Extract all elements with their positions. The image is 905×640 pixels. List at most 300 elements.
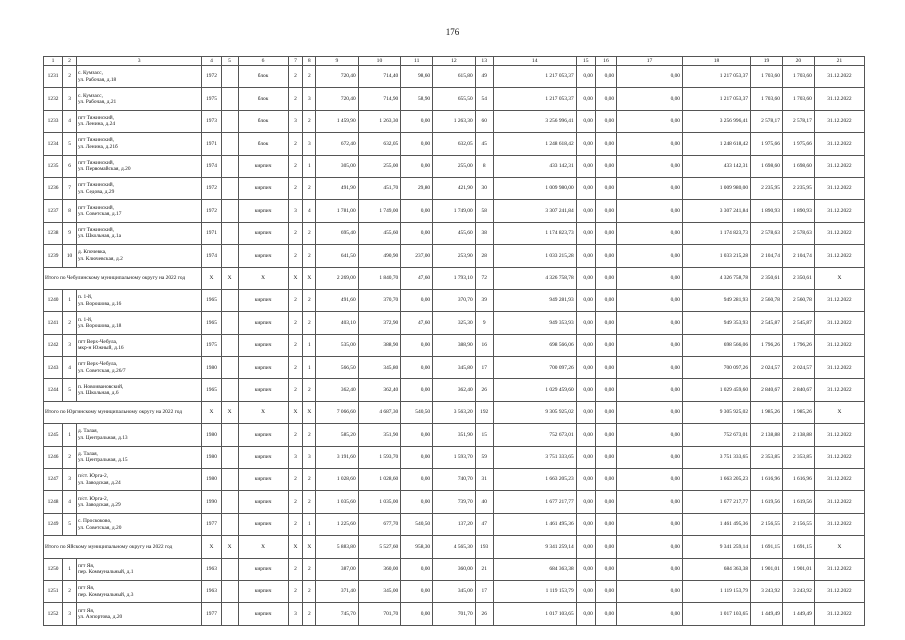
table-cell: 1 691,15 [782, 536, 814, 558]
table-cell: 3 [303, 88, 316, 110]
table-cell: 1 975,66 [751, 133, 783, 155]
table-cell: 2 [303, 580, 316, 602]
table-row [44, 603, 865, 625]
table-cell: 387,00 [316, 558, 359, 580]
table-cell: кирпич [238, 446, 288, 468]
table-cell: 1237 [44, 200, 63, 222]
table-cell: 3 751 333,65 [683, 446, 751, 468]
table-cell: 1977 [202, 603, 221, 625]
table-cell: 2 [63, 312, 77, 334]
table-cell: 720,40 [316, 66, 359, 88]
table-cell: 16 [475, 334, 493, 356]
table-cell: 1 698,60 [751, 155, 783, 177]
table-cell: 0,00 [576, 200, 595, 222]
table-cell: 6 [63, 155, 77, 177]
table-cell [221, 424, 238, 446]
table-cell: 1 901,01 [782, 558, 814, 580]
table-cell: 0,00 [401, 491, 433, 513]
table-cell: 371,40 [316, 580, 359, 602]
table-row [44, 469, 865, 491]
table-cell: 0,00 [401, 469, 433, 491]
table-cell: 2 353,85 [751, 446, 783, 468]
table-cell: 3 243,92 [782, 580, 814, 602]
table-cell [221, 312, 238, 334]
table-cell: 31.12.2022 [814, 110, 864, 132]
table-cell: 2 [303, 558, 316, 580]
table-cell: 0,00 [576, 379, 595, 401]
table-cell: 0,00 [576, 267, 595, 289]
table-cell: 2 560,78 [751, 289, 783, 311]
table-cell: 1 677 217,77 [493, 491, 576, 513]
table-cell: 21 [475, 558, 493, 580]
table-cell: 5 [63, 513, 77, 535]
table-cell: 0,00 [595, 66, 616, 88]
table-cell: 15 [475, 424, 493, 446]
table-cell: 2 024,57 [782, 357, 814, 379]
table-cell: 540,50 [401, 401, 433, 423]
table-cell: 31.12.2022 [814, 469, 864, 491]
table-cell: 0,00 [401, 133, 433, 155]
table-cell: 2 [303, 110, 316, 132]
table-cell: 5 527,60 [358, 536, 401, 558]
table-cell: 2 [288, 469, 303, 491]
table-cell: 351,90 [433, 424, 476, 446]
table-cell: 0,00 [595, 334, 616, 356]
table-cell: 31.12.2022 [814, 513, 864, 535]
table-cell: 949 281,93 [493, 289, 576, 311]
table-cell: 0,00 [617, 401, 683, 423]
table-cell: 1246 [44, 446, 63, 468]
table-cell: кирпич [238, 424, 288, 446]
table-cell: 0,00 [401, 603, 433, 625]
table-cell: блок [238, 110, 288, 132]
table-cell: 752 673,01 [683, 424, 751, 446]
table-cell: 1 796,26 [751, 334, 783, 356]
table-cell: 39 [475, 289, 493, 311]
table-row [44, 334, 865, 356]
table-cell [221, 88, 238, 110]
table-cell [221, 133, 238, 155]
table-cell: пгт Верх-Чебула, мкр-н Южный, д.16 [76, 334, 201, 356]
table-cell: 0,00 [595, 133, 616, 155]
subtotal-label: Итого по Юргинскому муниципальному округу на 2022 год [44, 401, 202, 423]
table-cell: 362,40 [358, 379, 401, 401]
table-cell: 421,90 [433, 177, 476, 199]
table-cell: 455,60 [358, 222, 401, 244]
table-cell: 2 104,74 [782, 245, 814, 267]
table-cell: 17 [475, 357, 493, 379]
table-cell: 2 350,61 [751, 267, 783, 289]
table-cell [221, 245, 238, 267]
table-cell: 3 563,20 [433, 401, 476, 423]
table-cell: 2 [303, 491, 316, 513]
table-cell: 1251 [44, 580, 63, 602]
table-cell: 2 104,74 [751, 245, 783, 267]
table-cell: 2 269,00 [316, 267, 359, 289]
table-cell: 2 [288, 177, 303, 199]
table-cell: 40 [475, 491, 493, 513]
table-cell: 433 142,31 [493, 155, 576, 177]
table-cell [221, 200, 238, 222]
table-cell: 2 350,61 [782, 267, 814, 289]
table-row [44, 312, 865, 334]
table-cell: 2 [288, 491, 303, 513]
table-cell: 2 138,88 [751, 424, 783, 446]
table-cell: 1 975,66 [782, 133, 814, 155]
table-cell: 1 263,30 [433, 110, 476, 132]
table-cell: 1 217 053,37 [683, 66, 751, 88]
table-cell: 31.12.2022 [814, 222, 864, 244]
table-cell: 1975 [202, 88, 221, 110]
table-row [44, 379, 865, 401]
table-cell: кирпич [238, 312, 288, 334]
table-cell: 0,00 [576, 155, 595, 177]
subtotal-label: Итого по Чебулинскому муниципальному округу на 2022 год [44, 267, 202, 289]
table-cell: 362,40 [433, 379, 476, 401]
table-cell: 1972 [202, 66, 221, 88]
table-cell: 2 [303, 289, 316, 311]
column-number-row [44, 57, 865, 66]
table-cell: 1 593,70 [433, 446, 476, 468]
table-cell: 1 749,00 [358, 200, 401, 222]
table-row [44, 177, 865, 199]
table-cell: 1 217 053,37 [683, 88, 751, 110]
table-cell: 29,80 [401, 177, 433, 199]
table-cell: 2 [303, 177, 316, 199]
table-cell: 677,70 [358, 513, 401, 535]
table-cell: 0,00 [576, 424, 595, 446]
table-cell: с. Проскоково, ул. Советская, д.20 [76, 513, 201, 535]
table-cell: 4 326 758,78 [683, 267, 751, 289]
table-cell: 698 566,06 [493, 334, 576, 356]
table-cell: 137,20 [433, 513, 476, 535]
table-cell: 0,00 [576, 110, 595, 132]
table-cell: 2 [303, 66, 316, 88]
table-cell: 345,00 [358, 580, 401, 602]
table-cell: 5 883,80 [316, 536, 359, 558]
table-cell: 566,50 [316, 357, 359, 379]
table-cell: 2 [288, 222, 303, 244]
table-cell: 1232 [44, 88, 63, 110]
table-cell: 0,00 [595, 379, 616, 401]
table-cell: 60 [475, 110, 493, 132]
table-cell: 2 578,17 [782, 110, 814, 132]
table-cell: кирпич [238, 222, 288, 244]
subtotal-row [44, 267, 865, 289]
table-cell: 949 281,93 [683, 289, 751, 311]
table-cell: 0,00 [617, 155, 683, 177]
table-cell: 2 [288, 424, 303, 446]
table-cell: 31.12.2022 [814, 66, 864, 88]
table-cell: 31.12.2022 [814, 603, 864, 625]
table-cell: 2 840,67 [751, 379, 783, 401]
table-cell: 1 616,96 [782, 469, 814, 491]
table-row [44, 110, 865, 132]
table-cell: 5 [63, 379, 77, 401]
table-cell [221, 580, 238, 602]
table-cell: 253,90 [433, 245, 476, 267]
table-cell: 1248 [44, 491, 63, 513]
column-number-17: 17 [617, 57, 683, 66]
table-cell: 1 691,15 [751, 536, 783, 558]
column-number-20: 20 [782, 57, 814, 66]
table-cell: 1249 [44, 513, 63, 535]
table-cell: 0,00 [617, 110, 683, 132]
table-cell: 305,00 [316, 155, 359, 177]
table-cell: 1 174 823,73 [683, 222, 751, 244]
table-cell: 2 [288, 289, 303, 311]
page-number: 176 [445, 27, 460, 37]
table-cell: 0,00 [595, 536, 616, 558]
table-cell: 1 217 053,37 [493, 66, 576, 88]
table-cell: 9 [475, 312, 493, 334]
table-cell: 1252 [44, 603, 63, 625]
table-cell: кирпич [238, 580, 288, 602]
table-cell: 0,00 [617, 513, 683, 535]
table-cell: 695,40 [316, 222, 359, 244]
table-cell: 1241 [44, 312, 63, 334]
table-cell: 0,00 [617, 312, 683, 334]
table-cell: 0,00 [576, 177, 595, 199]
table-cell: 0,00 [595, 222, 616, 244]
table-cell: 7 066,60 [316, 401, 359, 423]
table-cell: 1 [303, 357, 316, 379]
table-cell: кирпич [238, 513, 288, 535]
table-cell [221, 289, 238, 311]
table-cell: 1 029 459,60 [683, 379, 751, 401]
table-cell: 0,00 [617, 289, 683, 311]
table-cell: 31 [475, 469, 493, 491]
table-cell: п/ст. Юрга-2, ул. Заводская, д.24 [76, 469, 201, 491]
table-cell: д. Талая, ул. Центральная, д.15 [76, 446, 201, 468]
table-cell: 1 840,70 [358, 267, 401, 289]
table-cell: X [288, 267, 303, 289]
table-cell: 0,00 [595, 110, 616, 132]
table-cell: 1 698,60 [782, 155, 814, 177]
table-cell: 433 142,31 [683, 155, 751, 177]
table-cell: п. Новоивановский, ул. Школьная, д.6 [76, 379, 201, 401]
table-cell: с. Кумзасс, ул. Рабочая, д.18 [76, 66, 201, 88]
table-cell: 1965 [202, 379, 221, 401]
table-cell: 31.12.2022 [814, 379, 864, 401]
table-cell [221, 222, 238, 244]
table-cell: 1236 [44, 177, 63, 199]
table-row [44, 200, 865, 222]
table-cell: 1 890,93 [782, 200, 814, 222]
table-cell: 31.12.2022 [814, 334, 864, 356]
table-cell: 3 [288, 446, 303, 468]
table-cell: 0,00 [576, 401, 595, 423]
table-cell: 1 663 205,23 [683, 469, 751, 491]
table-cell: 58 [475, 200, 493, 222]
table-cell: 720,40 [316, 88, 359, 110]
column-number-13: 13 [475, 57, 493, 66]
column-number-16: 16 [595, 57, 616, 66]
table-cell: 615,80 [433, 66, 476, 88]
table-cell: пгт Тяжинский, ул. Советская, д.17 [76, 200, 201, 222]
table-cell: X [303, 401, 316, 423]
table-cell: 0,00 [595, 513, 616, 535]
table-cell: 0,00 [617, 446, 683, 468]
table-cell: 1980 [202, 424, 221, 446]
table-cell: 0,00 [617, 267, 683, 289]
table-row [44, 580, 865, 602]
table-cell: 370,70 [433, 289, 476, 311]
table-cell: 2 [303, 379, 316, 401]
table-cell: блок [238, 133, 288, 155]
table-cell: 1 017 103,65 [493, 603, 576, 625]
table-cell: 0,00 [617, 133, 683, 155]
column-number-18: 18 [683, 57, 751, 66]
table-cell: 0,00 [595, 289, 616, 311]
table-cell: 1 248 618,42 [493, 133, 576, 155]
table-cell: 31.12.2022 [814, 558, 864, 580]
table-cell [221, 155, 238, 177]
column-number-5: 5 [221, 57, 238, 66]
table-cell: 0,00 [401, 580, 433, 602]
table-cell: 949 353,93 [493, 312, 576, 334]
table-cell: X [202, 401, 221, 423]
table-cell: 0,00 [595, 312, 616, 334]
table-cell: 2 840,67 [782, 379, 814, 401]
table-cell [221, 66, 238, 88]
table-cell: 362,40 [316, 379, 359, 401]
table-row [44, 88, 865, 110]
table-cell: 26 [475, 379, 493, 401]
table-cell: 1 619,56 [751, 491, 783, 513]
table-cell: 1 009 980,00 [683, 177, 751, 199]
table-cell: 1965 [202, 312, 221, 334]
table-cell: 1 985,26 [782, 401, 814, 423]
table-cell: X [202, 536, 221, 558]
table-cell: 2 [303, 469, 316, 491]
table-cell: 31.12.2022 [814, 155, 864, 177]
table-cell: 38 [475, 222, 493, 244]
table-cell: X [288, 536, 303, 558]
table-cell: д. Талая, ул. Центральная, д.13 [76, 424, 201, 446]
table-cell: 9 341 259,14 [493, 536, 576, 558]
table-row [44, 222, 865, 244]
table-cell: кирпич [238, 469, 288, 491]
table-cell: 1975 [202, 334, 221, 356]
table-cell: 0,00 [617, 580, 683, 602]
table-cell: X [288, 401, 303, 423]
table-cell: 2 578,17 [751, 110, 783, 132]
column-number-3: 3 [76, 57, 201, 66]
table-cell: 0,00 [595, 491, 616, 513]
table-cell: 388,90 [358, 334, 401, 356]
table-cell: 360,00 [358, 558, 401, 580]
table-cell: 372,90 [358, 312, 401, 334]
table-cell: 4 [63, 110, 77, 132]
table-cell: 28 [475, 245, 493, 267]
table-cell: 2 545,87 [751, 312, 783, 334]
column-number-21: 21 [814, 57, 864, 66]
table-cell: 2 235,95 [751, 177, 783, 199]
table-cell: 701,70 [358, 603, 401, 625]
table-cell: 3 256 996,41 [683, 110, 751, 132]
table-cell: 72 [475, 267, 493, 289]
table-cell: X [303, 267, 316, 289]
table-cell: 1974 [202, 155, 221, 177]
table-cell: 1 [63, 558, 77, 580]
table-cell: 700 097,26 [683, 357, 751, 379]
table-cell: п/ст. Юрга-2, ул. Заводская, д.29 [76, 491, 201, 513]
table-cell: 9 305 925,02 [493, 401, 576, 423]
table-cell: 0,00 [401, 289, 433, 311]
table-cell: кирпич [238, 289, 288, 311]
table-cell: 1 035,00 [358, 491, 401, 513]
table-row [44, 513, 865, 535]
table-cell: 2 [303, 603, 316, 625]
table-cell: 2 [288, 379, 303, 401]
table-cell: кирпич [238, 558, 288, 580]
table-cell: 1 028,60 [316, 469, 359, 491]
table-cell: 5 [63, 133, 77, 155]
table-cell: 193 [475, 536, 493, 558]
table-cell: 491,60 [316, 289, 359, 311]
table-cell: 54 [475, 88, 493, 110]
table-cell: 2 578,63 [751, 222, 783, 244]
table-cell: 1233 [44, 110, 63, 132]
table-cell [221, 558, 238, 580]
table-cell: 345,00 [433, 580, 476, 602]
table-cell: 1243 [44, 357, 63, 379]
table-cell: 345,80 [433, 357, 476, 379]
table-cell [221, 379, 238, 401]
table-cell: 3 [63, 334, 77, 356]
table-cell: 0,00 [617, 177, 683, 199]
table-cell: 98,60 [401, 66, 433, 88]
table-cell: 4 326 758,78 [493, 267, 576, 289]
table-cell: 2 [288, 513, 303, 535]
table-cell: 1 029 459,60 [493, 379, 576, 401]
table-cell: X [221, 536, 238, 558]
table-cell: 1244 [44, 379, 63, 401]
table-cell: 0,00 [401, 222, 433, 244]
table-cell: X [221, 401, 238, 423]
table-cell: кирпич [238, 334, 288, 356]
table-cell: 2 545,87 [782, 312, 814, 334]
table-cell: 1 461 495,36 [683, 513, 751, 535]
table-cell: блок [238, 88, 288, 110]
table-cell: 0,00 [595, 88, 616, 110]
table-cell: 540,50 [401, 513, 433, 535]
table-cell: 360,00 [433, 558, 476, 580]
table-cell: 2 138,88 [782, 424, 814, 446]
table-cell: пгт Тяжинский, ул. Первомайская, д.20 [76, 155, 201, 177]
table-cell: 3 [288, 110, 303, 132]
table-cell: 1 703,60 [782, 88, 814, 110]
table-cell: 2 [288, 245, 303, 267]
column-number-1: 1 [44, 57, 63, 66]
table-cell: 0,00 [595, 558, 616, 580]
column-number-7: 7 [288, 57, 303, 66]
table-cell: 740,70 [433, 469, 476, 491]
table-cell: 1 449,49 [751, 603, 783, 625]
table-cell: 2 [63, 580, 77, 602]
table-cell: 4 [63, 491, 77, 513]
table-cell: 739,70 [433, 491, 476, 513]
table-cell: с. Кумзасс, ул. Рабочая, д.21 [76, 88, 201, 110]
table-cell: 47,60 [401, 267, 433, 289]
table-cell: кирпич [238, 245, 288, 267]
column-number-14: 14 [493, 57, 576, 66]
table-cell: 0,00 [576, 603, 595, 625]
table-cell: пгт Яя, пер. Коммунальный, д.1 [76, 558, 201, 580]
table-cell: 0,00 [617, 245, 683, 267]
table-cell: 3 [288, 200, 303, 222]
